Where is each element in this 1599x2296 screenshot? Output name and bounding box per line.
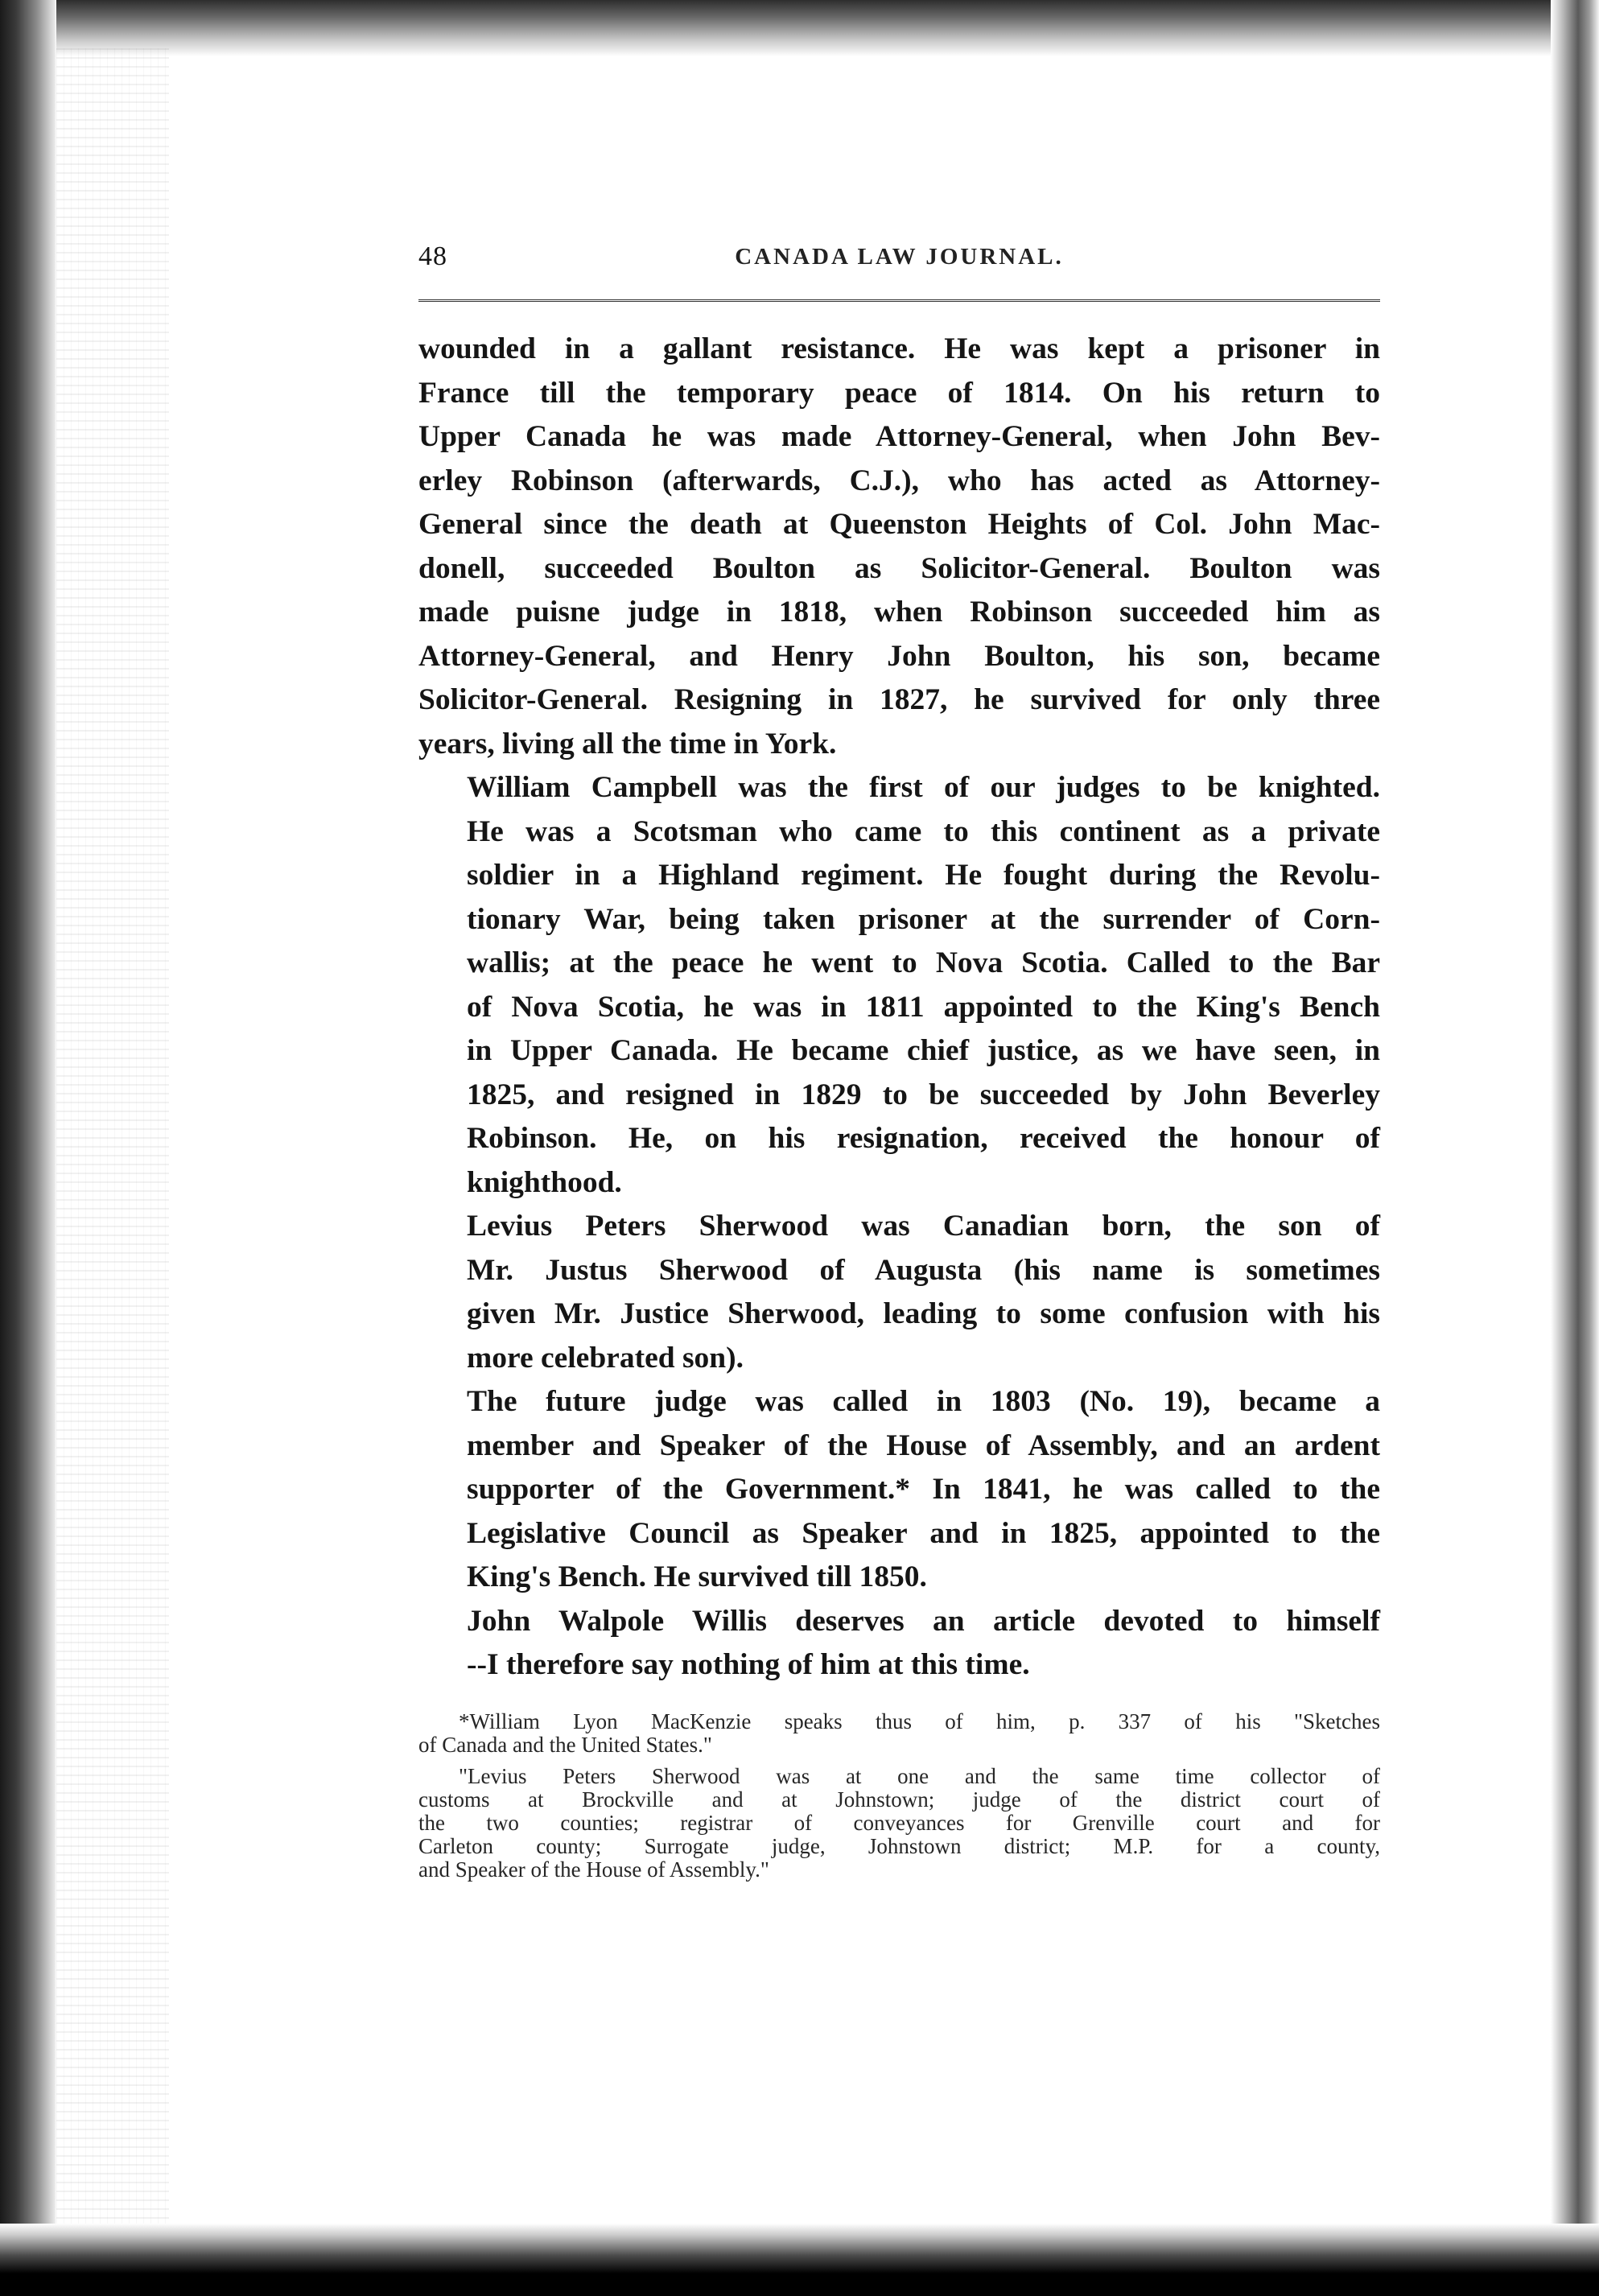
text-line: Robinson. He, on his resignation, received the honour of (467, 1122, 1380, 1155)
footnote-line: Carleton county; Surrogate judge, Johnstown district; M.P. for a county, (418, 1833, 1380, 1858)
text-line: France till the temporary peace of 1814. On his return to (418, 376, 1380, 410)
text-line: Solicitor-General. Resigning in 1827, he survived for only three (418, 683, 1380, 716)
paragraph-1 (418, 328, 1380, 766)
text-line: of Nova Scotia, he was in 1811 appointed to the King's Bench (467, 990, 1380, 1024)
footnote-line: "Levius Peters Sherwood was at one and the same time collector of (459, 1763, 1380, 1788)
text-line: 1825, and resigned in 1829 to be succeeded by John Beverley (467, 1078, 1380, 1111)
text-line: He was a Scotsman who came to this continent as a private (467, 814, 1380, 848)
page-number: 48 (418, 241, 447, 271)
scan-edge-bottom (0, 2224, 1599, 2296)
text-line: Upper Canada he was made Attorney-General, when John Bev- (418, 420, 1380, 453)
scan-speckle-left (56, 48, 169, 2237)
paragraph-3 (418, 1205, 1380, 1380)
scan-edge-top (0, 0, 1599, 56)
article-body (418, 328, 1380, 1688)
footnote-line: and Speaker of the House of Assembly." (418, 1857, 769, 1882)
text-line: Levius Peters Sherwood was Canadian born, the son of (467, 1210, 1380, 1243)
text-line: given Mr. Justice Sherwood, leading to some confusion with his (467, 1297, 1380, 1330)
footnote-2 (418, 1765, 1380, 1882)
text-line: King's Bench. He survived till 1850. (467, 1560, 927, 1593)
text-line: more celebrated son). (467, 1341, 744, 1375)
text-line: --I therefore say nothing of him at this time. (467, 1648, 1030, 1681)
text-line: William Campbell was the first of our judges to be knighted. (467, 771, 1380, 804)
journal-title: CANADA LAW JOURNAL. (735, 244, 1064, 270)
footnote-1 (418, 1710, 1380, 1757)
header-rule (418, 299, 1380, 302)
scan-edge-right (1551, 0, 1599, 2296)
text-line: The future judge was called in 1803 (No. 19), became a (467, 1385, 1380, 1418)
footnote-line: of Canada and the United States." (418, 1732, 712, 1757)
text-line: Mr. Justus Sherwood of Augusta (his name is sometimes (467, 1253, 1380, 1287)
text-line: donell, succeeded Boulton as Solicitor-General. Boulton was (418, 551, 1380, 585)
text-line: supporter of the Government.* In 1841, he was called to the (467, 1473, 1380, 1506)
paragraph-2 (418, 766, 1380, 1205)
text-line: erley Robinson (afterwards, C.J.), who has acted as Attorney- (418, 464, 1380, 497)
footnote-line: *William Lyon MacKenzie speaks thus of him, p. 337 of his "Sketches (459, 1709, 1380, 1733)
text-line: knighthood. (467, 1165, 622, 1199)
footnotes (418, 1710, 1380, 1882)
running-head (418, 241, 1380, 282)
text-line: Attorney-General, and Henry John Boulton, his son, became (418, 639, 1380, 673)
text-line: tionary War, being taken prisoner at the surrender of Corn- (467, 902, 1380, 936)
footnote-line: customs at Brockville and at Johnstown; judge of the district court of (418, 1787, 1380, 1812)
text-line: made puisne judge in 1818, when Robinson succeeded him as (418, 596, 1380, 629)
paragraph-4 (418, 1380, 1380, 1600)
text-line: member and Speaker of the House of Assembly, and an ardent (467, 1428, 1380, 1462)
text-line: General since the death at Queenston Heights of Col. John Mac- (418, 508, 1380, 541)
text-line: John Walpole Willis deserves an article devoted to himself (467, 1604, 1380, 1638)
text-line: in Upper Canada. He became chief justice, as we have seen, in (467, 1034, 1380, 1067)
page (418, 241, 1380, 1890)
footnote-line: the two counties; registrar of conveyances for Grenville court and for (418, 1810, 1380, 1835)
scan-edge-left (0, 0, 56, 2296)
text-line: soldier in a Highland regiment. He fought during the Revolu- (467, 859, 1380, 892)
text-line: wounded in a gallant resistance. He was kept a prisoner in (418, 332, 1380, 365)
text-line: wallis; at the peace he went to Nova Scotia. Called to the Bar (467, 946, 1380, 979)
paragraph-5 (418, 1600, 1380, 1688)
text-line: years, living all the time in York. (418, 727, 837, 761)
text-line: Legislative Council as Speaker and in 1825, appointed to the (467, 1516, 1380, 1550)
